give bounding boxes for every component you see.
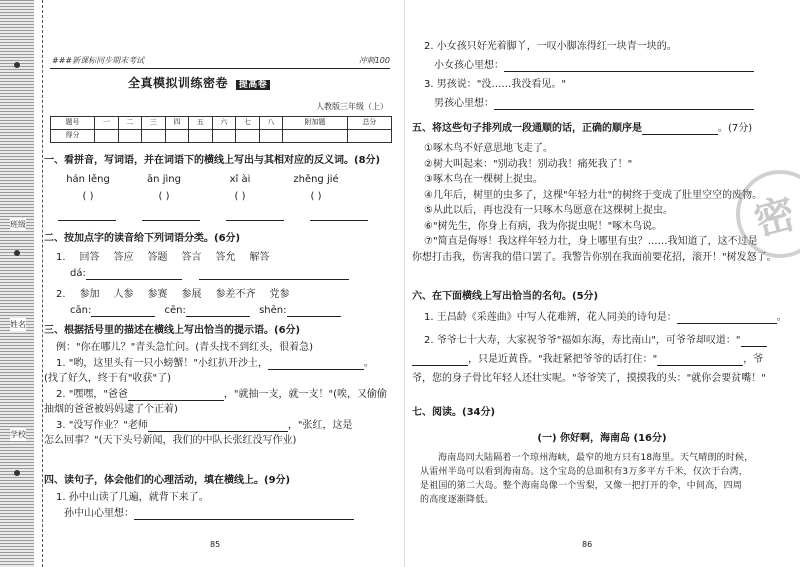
score-header-cell: 二 [118,117,142,130]
score-cell[interactable] [118,130,142,143]
pinyin-item: hán lěng [66,174,110,185]
word: 答应 [113,252,134,263]
answer-line[interactable] [677,313,777,324]
binding-hole [14,250,20,256]
question-text: 1. "哟，这里头有一只小螃蟹！"小红扒开沙土， [56,358,268,369]
pinyin-item: zhěng jié [293,174,339,185]
question-3-3-hint: 怎么回事？"(天下头号新闻，我们的中队长张红没写作业) [44,435,297,446]
question-3-1-hint: (找了好久，终于有"收获"了) [44,373,172,384]
sentence-list [412,141,792,265]
sentence-item: ③啄木鸟在一棵树上捉虫。 [424,174,543,185]
section-4-continued [412,40,792,110]
sentence-item: ④几年后，树里的虫多了，这棵"年轻力壮"的树终于变成了肚里空空的废物。 [424,189,763,201]
section-2 [44,232,396,317]
word: 参加 [79,289,100,300]
question-text: ，爷 [743,354,764,365]
passage-line: 海南岛同大陆隔着一个琼州海峡，最窄的地方只有18海里。天气晴朗的时候， [438,453,754,463]
score-cell[interactable] [95,130,119,143]
section-1-heading: 一、看拼音，写词语，并在词语下的横线上写出与其相对应的反义词。(8分) [44,155,381,166]
section-6 [412,290,792,385]
antonym-line[interactable] [226,211,284,221]
reading-label: dá: [70,268,86,279]
section-7-heading: 七、阅读。(34分) [412,407,496,418]
score-cell[interactable] [259,130,283,143]
antonym-line[interactable] [310,211,368,221]
passage-line: 的高度逐渐降低。 [420,494,494,505]
word: 人参 [113,289,134,300]
title-text: 全真模拟训练密卷 [128,76,229,90]
question-text: 2. "嘿嘿，"爸爸 [56,389,128,400]
score-header-cell: 附加题 [283,117,348,130]
answer-line[interactable] [134,509,354,520]
answer-line[interactable] [287,306,341,317]
answer-box[interactable]: ( ) [234,191,246,202]
question-text: 2. 爷爷七十大寿，大家祝爷爷"福如东海，寿比南山"，可爷爷却叹道：" [424,335,741,346]
score-cell[interactable] [189,130,213,143]
sentence-item: 你想打击我，伤害我的借口罢了。我警告你别在我面前要花招，滚开！"树发怒了。 [412,251,777,263]
sentence-item: ⑤从此以后，再也没有一只啄木鸟愿意在这棵树上捉虫。 [424,205,673,216]
answer-parens-row [44,190,396,203]
score-cell[interactable] [142,130,166,143]
section-7 [412,406,792,419]
sentence-item: ①啄木鸟不好意思地飞走了。 [424,143,553,154]
question-3-3 [44,419,396,432]
word-row-2 [44,288,396,301]
score-header-cell: 三 [142,117,166,130]
answer-line[interactable] [504,61,754,72]
binding-label-school: 学校 [10,430,26,439]
header-rule [50,68,390,69]
question-3-1: 1. "哟，这里头有一只小螃蟹！"小红扒开沙土， 。 [56,358,374,369]
pinyin-row [44,173,396,186]
question-text: ，只是近黄昏。"我赶紧把爷爷的话打住：" [468,354,658,365]
score-header-cell: 题号 [51,117,95,130]
antonym-line[interactable] [58,211,116,221]
score-header-cell: 总分 [347,117,391,130]
answer-line[interactable] [268,359,364,370]
question-3-2-hint: 抽烟的爸爸被妈妈逮了个正着) [44,404,178,415]
page-number: 86 [582,540,593,549]
page-title [128,76,270,92]
section-3-heading: 三、根据括号里的描述在横线上写出恰当的提示语。(6分) [44,325,301,336]
answer-box[interactable]: ( ) [82,191,94,202]
answer-4-2 [412,59,792,72]
word: 党参 [269,289,290,300]
answer-line[interactable] [494,99,754,110]
word: 参差不齐 [215,289,256,300]
answer-line[interactable] [741,336,767,347]
page-divider [404,0,405,567]
binding-strip [0,0,34,567]
score-header-cell: 八 [259,117,283,130]
score-header-cell: 五 [189,117,213,130]
score-header-cell: 四 [165,117,189,130]
binding-label-class: 班级 [10,220,26,229]
answer-prompt: 小女孩心里想： [434,60,504,71]
question-6-2-end: 爷，您的身子骨比年轻人还壮实呢。"爷爷笑了，摸摸我的头："就你会要贫嘴！" [412,373,766,384]
answer-line[interactable] [148,421,288,432]
question-text: ，"张红，这是 [287,420,353,431]
answer-line[interactable] [86,269,182,280]
example: 例："你在哪儿？"青头急忙问。(青头找不到红头，很着急) [56,342,314,353]
antonym-line[interactable] [142,211,200,221]
section-6-heading: 六、在下面横线上写出恰当的名句。(5分) [412,291,599,302]
page-number: 85 [210,540,221,549]
word: 参展 [181,289,202,300]
word-row-1 [44,251,396,264]
section-2-heading: 二、按加点字的读音给下列词语分类。(6分) [44,233,241,244]
score-cell[interactable] [347,130,391,143]
title-badge: 提高卷 [236,80,271,90]
score-header-cell: 七 [236,117,260,130]
section-4-heading: 四、读句子，体会他们的心理活动，填在横线上。(9分) [44,475,291,486]
left-page [44,0,396,567]
pinyin-item: xǐ ài [229,174,251,185]
answer-prompt: 男孩心里想： [434,98,494,109]
answer-line[interactable] [412,355,468,366]
word: 答允 [215,252,236,263]
passage-line: 是祖国的第二大岛。整个海南岛像一个雪梨，又像一把打开的伞，中间高，四周 [420,480,743,491]
heading-text: 五、将这些句子排列成一段通顺的话，正确的顺序是 [412,123,642,134]
answer-line[interactable] [91,306,155,317]
section-5 [412,122,792,265]
answer-prompt: 孙中山心里想： [64,508,134,519]
header-series: ###新课标同步期末考试 [52,56,145,65]
word: 答题 [147,252,168,263]
reading-label: shēn: [259,305,287,316]
answer-box[interactable]: ( ) [310,191,322,202]
grade-label: 人教版三年级（上） [316,102,388,111]
section-3 [44,324,396,447]
question-6-2 [412,334,792,347]
word: 解答 [249,252,270,263]
answer-4-1 [44,507,396,520]
reading-label: cēn: [164,305,186,316]
question-text: ，"就抽一支，就一支！"(唉，又偷偷 [223,389,388,400]
score-cell[interactable] [165,130,189,143]
binding-hole [14,62,20,68]
score-row-label: 得分 [51,130,95,143]
points: 。(7分) [718,123,753,134]
sentence-item: ⑦"简直是侮辱！我这样年轻力壮，身上哪里有虫？……我知道了，这不过是 [424,236,758,247]
question-3-2 [44,388,396,401]
score-cell[interactable] [283,130,348,143]
binding-label-name: 姓名 [10,320,26,329]
section-4 [44,474,396,520]
question-text: 3. "没写作业？"老师 [56,420,148,431]
section-1 [44,154,396,225]
reading-row-2 [44,304,396,317]
section-5-heading [412,122,792,135]
score-cell[interactable] [212,130,236,143]
row-number: 1. [56,252,66,263]
question-4-3: 3. 男孩说："没……我没看见。" [424,79,566,90]
question-text: 1. 王昌龄《采莲曲》中写人花难辨，花人同美的诗句是： [424,312,677,323]
word: 回答 [79,252,100,263]
question-4-2: 2. 小女孩只好光着脚丫，一叹小脚冻得红一块青一块的。 [424,41,677,52]
binding-hole [14,470,20,476]
right-page [412,0,792,567]
word: 参赛 [147,289,168,300]
answer-line[interactable] [128,390,224,401]
antonym-lines [44,211,396,225]
row-number: 2. [56,289,66,300]
question-4-1: 1. 孙中山读了几遍，就背下来了。 [56,492,209,503]
reading-title: (一) 你好啊，海南岛 (16分) [537,433,667,444]
answer-line[interactable] [186,306,250,317]
score-header-cell: 六 [212,117,236,130]
answer-box[interactable]: ( ) [158,191,170,202]
sentence-item: ②树大叫起来："别动我！别动我！痛死我了！" [424,158,633,170]
reading-passage [420,452,788,508]
question-6-2-cont [412,353,792,366]
answer-4-3 [412,97,792,110]
passage-line: 从雷州半岛可以看到海南岛。这个宝岛的总面积有3万多平方千米，仅次于台湾， [420,466,748,477]
header-brand: 冲刺100 [358,56,390,65]
score-cell[interactable] [236,130,260,143]
seal-mark: 密 [749,190,800,246]
question-6-1: 1. 王昌龄《采莲曲》中写人花难辨，花人同美的诗句是： 。 [424,312,787,323]
word: 答言 [181,252,202,263]
reading-row-1 [44,267,396,280]
answer-line[interactable] [642,124,718,135]
answer-line[interactable] [199,269,349,280]
reading-label: cān: [70,305,92,316]
pinyin-item: ān jìng [147,174,181,185]
answer-line[interactable] [657,355,743,366]
score-header-cell: 一 [95,117,119,130]
score-table [50,116,392,143]
cut-line [42,0,43,567]
sentence-item: ⑥"树先生，你身上有病，我为你捉虫呢！"啄木鸟说。 [424,220,663,232]
